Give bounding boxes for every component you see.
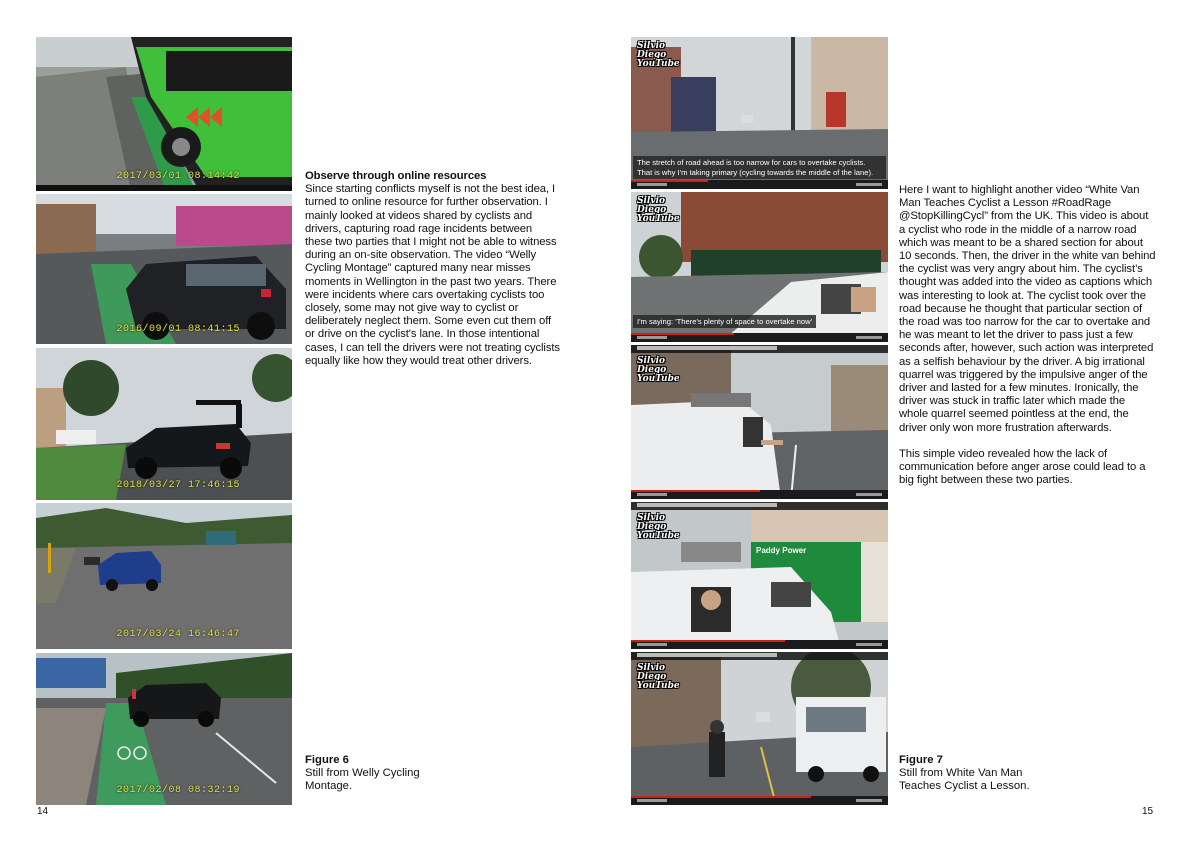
video-subtitle [633,156,886,179]
youtube-channel-logo: Silvio Diego YouTube [637,513,680,541]
video-title-bar [631,652,888,660]
figure-label: Figure 6 [305,754,349,766]
video-still-street [631,37,888,189]
video-still-van-window [631,192,888,342]
youtube-channel-logo: Silvio Diego YouTube [637,196,680,224]
dashcam-photo-bike-lane [36,653,292,805]
photo-timestamp: 2017/03/01 08:14:42 [116,171,240,182]
dashcam-photo-car-turning [36,348,292,500]
figure-caption-text: Still from White Van Man Teaches Cyclist a Lesson. [899,767,1030,793]
video-controls-bar[interactable] [631,333,888,342]
video-title-bar [631,502,888,510]
body-paragraph: Here I want to highlight another video “White Van Man Teaches Cyclist a Lesson #RoadRage @StopKillingCycl” from the UK. This video is about a cyclist who rode in the middle of a narrow road which was meant to be a shared section for about 10 seconds. Then, the driver in the white van behind the cyclist was very angry about him. The cyclist’s thought was added into the video as captions which was interesting to look at. The cyclist took over the road because he thought that particular section of the road was too narrow for the car to overtake and he was meant to let the driver to pass just a few seconds after, however, such action was interpreted as a selfish behaviour by the driver. A big irrational quarrel was triggered by the impulsive anger of the driver and lasted for a few minutes. Ironically, the driver was stuck in traffic later which made the whole quarrel seemed pointless at the end, the driver only won more frustration afterwards. [899,184,1156,434]
page-number-right: 15 [1142,806,1154,817]
photo-timestamp: 2017/03/24 16:46:47 [116,629,240,640]
dashcam-photo-bus [36,37,292,191]
photo-timestamp: 2017/02/08 08:32:19 [116,785,240,796]
photo-timestamp: 2018/03/27 17:46:15 [116,480,240,491]
video-title-bar [631,345,888,353]
subtitle-line: I'm saying: 'There's plenty of space to overtake now' [637,316,813,326]
video-controls-bar[interactable] [631,180,888,189]
figure-caption-text: Still from Welly Cycling Montage. [305,767,420,793]
video-controls-bar[interactable] [631,796,888,805]
body-paragraph: This simple video revealed how the lack of communication before anger arose could lead to a big fight between these two parties. [899,447,1146,487]
figure-7-caption [899,754,1049,794]
video-still-traffic-jam [631,652,888,805]
video-still-driver-gesturing [631,345,888,499]
photo-timestamp: 2016/09/01 08:41:15 [116,324,240,335]
figure-6-caption [305,754,455,794]
dashcam-photo-car-overtaking [36,194,292,344]
youtube-channel-logo: Silvio Diego YouTube [637,663,680,691]
subtitle-line: That is why I'm taking primary (cycling towards the middle of the lane). [637,167,874,177]
figure-label: Figure 7 [899,754,943,766]
right-text-block [899,184,1157,487]
body-paragraph: Since starting conflicts myself is not the best idea, I turned to online resource for further observation. I mainly looked at videos shared by cyclists and drivers, capturing road rage incidents between these two parties that I might not be able to witness during an on-site observation. The video “Welly Cycling Montage” captured many near misses moments in Wellington in the past two years. There were incidents where cars overtaking cyclists too closely, some may not give way to cyclist or deliberately neglect them. Some even cut them off or drive on the cyclist's lane. In those intentional cases, I can tell the drivers were not treating cyclists equally like how they would treat other drivers. [305,183,560,367]
page-number-left: 14 [37,806,49,817]
dashcam-photo-intersection [36,503,292,649]
youtube-channel-logo: Silvio Diego YouTube [637,41,680,69]
video-still-paddy-power [631,502,888,649]
video-subtitle [633,315,816,329]
shop-sign: Paddy Power [756,546,807,555]
youtube-channel-logo: Silvio Diego YouTube [637,356,680,384]
subtitle-line: The stretch of road ahead is too narrow for cars to overtake cyclists. [637,158,866,167]
section-heading: Observe through online resources [305,170,487,182]
left-text-block [305,170,560,368]
video-controls-bar[interactable] [631,490,888,499]
video-controls-bar[interactable] [631,640,888,649]
